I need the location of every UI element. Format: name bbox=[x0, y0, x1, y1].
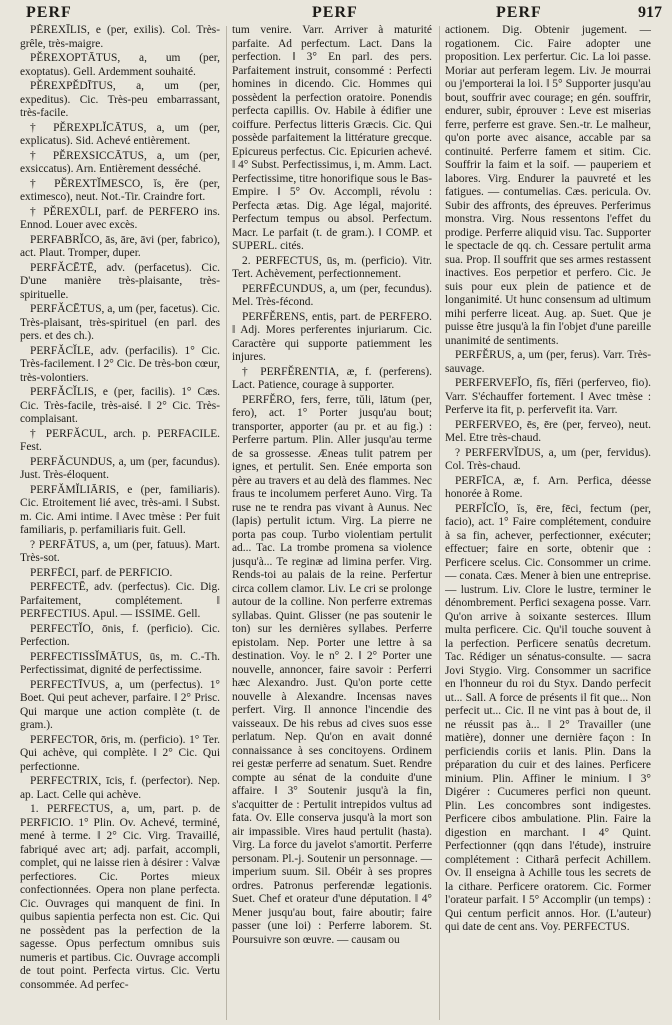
dictionary-entry: PERFECTĪVUS, a, um (perfectus). 1° Boet. Qui peut achever, parfaire. ‖ 2° Prisc. Qui marque une action complète (t. de gram.). bbox=[20, 678, 220, 731]
dictionary-entry: † PĔREXSICCĀTUS, a, um (per, exsiccatus). Arn. Entièrement desséché. bbox=[20, 149, 220, 175]
dictionary-entry: PĔREXPĔDĪTUS, a, um (per, expeditus). Cic. Très-peu embarrassant, très-facile. bbox=[20, 80, 220, 119]
header-right-headword: PERF bbox=[496, 4, 542, 21]
dictionary-entry: actionem. Dig. Obtenir jugement. — rogationem. Cic. Faire adopter une proposition. Lex perfertur. Cic. La loi passe. Moriar aut perferam legem. Liv. Je mourrai ou j'emporterai la loi. ‖ 5° Supporter jusqu'au bout, souffrir avec courage; en gén. souffrir, endurer, subir, éprouver : Leve est miserias ferre, perferre est grave. Sen.-tr. Le malheur, qu'on porte avec aisance, accable par sa continuité. Perferre famem et sitim. Cic. Souffrir la faim et la soif. — pauperiem et labores. Virg. Endurer la pauvreté et les fatigues. — contumelias. Cæs. pericula. Ov. Subir des affronts, des épreuves. Perferimus monstra. Virg. Nous ressentons l'effet du prodige. Perferre aliquid visu. Tac. Supporter le spectacle de qq. ch. Cessare pertulit arma sua. Prop. Il souffrit que ses armes restassent inactives. Eos perpetior et perfero. Cic. Je suis pour eux plein de patience et de longanimité. Ut hunc consensum ad ultimum mihi perferre liceat. Aug. ap. Suet. Que je puisse être jusqu'à la fin l'objet d'une pareille unanimité de sentiments. bbox=[445, 24, 651, 347]
dictionary-entry: † PĔREXTĬMESCO, ĭs, ĕre (per, extimesco), neut. Not.-Tir. Craindre fort. bbox=[20, 177, 220, 203]
column-left bbox=[20, 24, 220, 1018]
page-number: 917 bbox=[638, 4, 662, 21]
dictionary-entry: ? PERFERVĬDUS, a, um (per, fervidus). Col. Très-chaud. bbox=[445, 446, 651, 472]
dictionary-entry: PERFĂCUNDUS, a, um (per, facundus). Just. Très-éloquent. bbox=[20, 455, 220, 481]
dictionary-entry: PERFĂCĒTĒ, adv. (perfacetus). Cic. D'une manière très-plaisante, très-spirituelle. bbox=[20, 261, 220, 301]
dictionary-entry: PERFĂMĬLIĀRIS, e (per, familiaris). Cic. Etroitement lié avec, très-ami. ‖ Subst. m. Cic. Ami intime. ‖ Avec tmèse : Per fuit familiaris, p. perfamiliaris fuit. Gell. bbox=[20, 483, 220, 536]
dictionary-entry: † PĔREXŪLI, parf. de PERFERO ins. Ennod. Louer avec excès. bbox=[20, 205, 220, 231]
column-right bbox=[445, 24, 651, 1018]
header-center-headword: PERF bbox=[312, 4, 358, 21]
dictionary-entry: PERFĂCĬLE, adv. (perfacilis). 1° Cic. Très-facilement. ‖ 2° Cic. De très-bon cœur, très-volontiers. bbox=[20, 344, 220, 384]
dictionary-entry: PERFECTISSĬMĀTUS, ūs, m. C.-Th. Perfectissimat, dignité de perfectissime. bbox=[20, 650, 220, 676]
dictionary-entry: PERFĂCĒTUS, a, um (per, facetus). Cic. Très-plaisant, très-spirituel (en parl. des pers. et des ch.). bbox=[20, 303, 220, 342]
dictionary-entry: PERFECTĬO, ōnis, f. (perficio). Cic. Perfection. bbox=[20, 622, 220, 648]
dictionary-entry: tum venire. Varr. Arriver à maturité parfaite. Ad perfectum. Lact. Dans la perfection. ‖ 3° En parl. des pers. Parfaitement instruit, consommé : Perfecti homines in dicendo. Cic. Hommes qui possèdent la perfection oratoire. Ponendis perfecta capillis. Ov. Habile à édifier une coiffure. Perfectus litteris Græcis. Cic. Qui possède parfaitement la littérature grecque. Epicureus perfectus. Cic. Epicurien achevé. ‖ 4° Subst. Perfectissimus, i, m. Amm. Lact. Perfectissime, titre honorifique sous le Bas-Empire. ‖ 5° Ov. Accompli, révolu : Perfecta ætas. Dig. Age légal, majorité. Perfectum tempus ou absol. Perfectum. Macr. Le parfait (t. de gram.). ‖ COMP. et SUPERL. cités. bbox=[232, 24, 432, 252]
dictionary-entry: PERFĒCI, parf. de PERFICIO. bbox=[30, 566, 173, 579]
dictionary-entry: PERFERVEFĬO, fĭs, fĭĕri (perferveo, fio). Varr. S'échauffer fortement. ‖ Avec tmèse : Perferve ita fit, p. perfervefit ita. Varr. bbox=[445, 377, 651, 416]
dictionary-entry: 2. PERFECTUS, ūs, m. (perficio). Vitr. Tert. Achèvement, perfectionnement. bbox=[232, 254, 432, 280]
dictionary-entry: PERFĒCUNDUS, a, um (per, fecundus). Mel. Très-fécond. bbox=[232, 282, 432, 308]
dictionary-entry: PERFABRĬCO, ās, āre, āvi (per, fabrico), act. Plaut. Tromper, duper. bbox=[20, 233, 220, 259]
header-left-headword: PERF bbox=[26, 4, 72, 21]
dictionary-entry: PERFĔRUS, a, um (per, ferus). Varr. Très-sauvage. bbox=[445, 349, 651, 375]
dictionary-entry: PERFĪCA, æ, f. Arn. Perfica, déesse honorée à Rome. bbox=[445, 474, 651, 500]
dictionary-entry: PĔREXOPTĀTUS, a, um (per, exoptatus). Gell. Ardemment souhaité. bbox=[20, 52, 220, 78]
dictionary-entry: PERFĂCĬLIS, e (per, facilis). 1° Cæs. Cic. Très-facile, très-aisé. ‖ 2° Cic. Très-complaisant. bbox=[20, 386, 220, 425]
dictionary-entry: PERFĔRENS, entis, part. de PERFERO. ‖ Adj. Mores perferentes injuriarum. Cic. Caractère qui supporte patiemment les injures. bbox=[232, 310, 432, 363]
dictionary-entry: PERFECTRIX, īcis, f. (perfector). Nep. ap. Lact. Celle qui achève. bbox=[20, 775, 220, 801]
dictionary-entry: PERFĔRO, fers, ferre, tŭli, lātum (per, fero), act. 1° Porter jusqu'au bout; transporter, apporter (au pr. et au fig.) : Perferre partum. Plin. Aller jusqu'au terme de sa grossesse. Æneas tulit patrem per ignes, et pertulit. Sen. Enée emporta son père au travers et au delà des flammes. Nec fraus te incolumem perferet Auno. Virg. Ta ruse ne te rendra pas vivant à Aunus. Nec (lapis) pertulit ictum. Virg. La pierre ne porta pas coup. Turbo violentiam pertulit ad... Tac. La trombe promena sa violence jusqu'à... Te reginæ ad limina perfer. Virg. Rends-toi au palais de la reine. Perfertur circa collem clamor. Liv. Le cri se prolonge autour de la colline. Non perferre extremas syllabas. Quint. Glisser (ne pas soutenir le ton) sur les dernières syllabes. Perferre epistolam. Nep. Porter une lettre à sa destination. Voy. le n° 2. ‖ 2° Porter une nouvelle, annoncer, faire savoir : Perferri hæc Alexandro. Just. Qu'on porte cette nouvelle à Alexandre. Incensas naves perfert. Virg. Il annonce l'incendie des vaisseaux. De his rebus ad cives suos esse perlatum. Nep. Qu'on en avait donné connaissance à ses concitoyens. Ordinem rei gestæ perferre ad senatum. Suet. Rendre compte au sénat de la conduite d'une affaire. ‖ 3° Soutenir jusqu'à la fin, s'acquitter de : Pertulit intrepidos vultus ad fata. Ov. Elle conserva jusqu'à la mort son air impassible. Vires haud pertulit (hasta). Virg. La force du javelot s'amortit. Perferre personam. Pl.-j. Soutenir un personnage. — imperium suum. Sil. Obéir à ses propres ordres. Patronus perferendæ legationis. Suet. Chef et orateur d'une députation. ‖ 4° Mener jusqu'au bout, faire aboutir; faire passer (une loi) : Perferre laborem. St. Poursuivre son œuvre. — causam ou bbox=[232, 393, 432, 946]
dictionary-entry: PERFĬCĬO, ĭs, ēre, fēci, fectum (per, facio), act. 1° Faire complétement, conduire à sa fin, achever, perfectionner, exécuter; effectuer; faire en sorte, obtenir que : Perficere scelus. Cic. Consommer un crime. — conata. Cæs. Mener à bien une entreprise. — lustrum. Liv. Clore le lustre, terminer le dénombrement. Perfici sexagena posse. Varr. Qu'on arrive à soixante sesterces. Illum multa perficere. Cic. Qu'il touche souvent à la perfection. Perficere senatûs decretum. Tac. Rédiger un sénatus-consulte. — sacra Jovi Stygio. Virg. Consommer un sacrifice en l'honneur du roi du Styx. Dando perfecit ut... Sall. A force de présents il fit que... Non perfecit ut... Cic. Il ne vint pas à bout de, il ne réussit pas à... ‖ 2° Travailler (une matière), donner une dernière façon : In perficiendis coriis et lanis. Plin. Dans la préparation du cuir et des laines. Perficere minium. Plin. Affiner le minium. ‖ 3° Digérer : Cucumeres perfici non queunt. Plin. Les concombres sont indigestes. Perficere cibos ambulatione. Plin. Faire la digestion en marchant. ‖ 4° Quint. Perfectionner (qqn dans l'étude), instruire complétement : Citharâ perfecit Achillem. Ov. Il enseigna à Achille tous les secrets de la cithare. Perficere oratorem. Cic. Former l'orateur parfait. ‖ 5° Accomplir (un temps) : Qui centum perficit annos. Hor. (L'auteur) qui date de cent ans. Voy. PERFECTUS. bbox=[445, 502, 651, 933]
running-header bbox=[0, 0, 672, 22]
column-middle bbox=[232, 24, 432, 1018]
dictionary-entry: 1. PERFECTUS, a, um, part. p. de PERFICIO. 1° Plin. Ov. Achevé, terminé, mené à terme. ‖ 2° Cic. Virg. Travaillé, fabriqué avec art; adj. parfait, accompli, complet, qui ne laisse rien à désirer : Valvæ perfectiores. Cic. Portes mieux confectionnées. Opera non plane perfecta. Cic. Ouvrages qui manquent de fini. In quibus sapientia perfecta non est. Cic. Qui ne possèdent pas la perfection de la sagesse. Opus perfectum omnibus suis numeris et partibus. Cic. Ouvrage accompli de tout point. Perfecta virtus. Cic. Vertu consommée. Ad perfec- bbox=[20, 803, 220, 991]
dictionary-entry: PERFECTOR, ōris, m. (perficio). 1° Ter. Qui achève, qui complète. ‖ 2° Cic. Qui perfectionne. bbox=[20, 733, 220, 773]
dictionary-entry: PERFERVEO, ēs, ēre (per, ferveo), neut. Mel. Etre très-chaud. bbox=[445, 418, 651, 444]
dictionary-entry: † PERFĂCUL, arch. p. PERFACILE. Fest. bbox=[20, 427, 220, 453]
dictionary-entry: PERFECTĒ, adv. (perfectus). Cic. Dig. Parfaitement, complétement. ‖ PERFECTIUS. Apul. — ISSIME. Gell. bbox=[20, 581, 220, 620]
dictionary-entry: † PĔREXPLĬCĀTUS, a, um (per, explicatus). Sid. Achevé entièrement. bbox=[20, 121, 220, 147]
dictionary-entry: ? PERFĀTUS, a, um (per, fatuus). Mart. Très-sot. bbox=[20, 538, 220, 564]
columns-area bbox=[0, 24, 672, 1022]
dictionary-entry: † PERFĔRENTIA, æ, f. (perferens). Lact. Patience, courage à supporter. bbox=[232, 365, 432, 391]
dictionary-entry: PĔREXĪLIS, e (per, exilis). Col. Très-grêle, très-maigre. bbox=[20, 24, 220, 50]
